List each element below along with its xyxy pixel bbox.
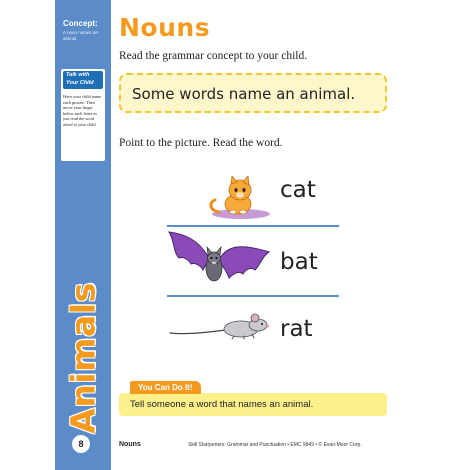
concept-description: A noun names an animal. [63,30,99,41]
talk-with-child-text: Have your child name each picture. Then move your finger below each letter as you read the word aloud to your child. [63,94,102,127]
word-cat: cat [280,177,316,203]
concept-heading: Concept: [63,19,98,28]
page-title: Nouns [119,13,211,42]
you-can-do-it-label: You Can Do It! [130,381,201,394]
word-bat: bat [280,249,318,275]
word-rat: rat [280,316,313,342]
page-number: 8 [78,439,84,449]
you-can-do-it-text: Tell someone a word that names an animal. [130,399,314,410]
footer-credits: Skill Sharpeners: Grammar and Punctuation • EMC 9949 • © Evan-Moor Corp. [188,442,362,448]
talk-badge-line-1: Talk with [66,72,90,78]
footer-section-name: Nouns [119,441,141,448]
concept-sentence: Some words name an animal. [132,85,356,103]
cat-illustration [205,176,270,220]
sidebar-section-title: Animals [63,282,103,434]
instruction-point-read: Point to the picture. Read the word. [119,137,283,149]
divider-line [167,225,339,227]
instruction-read-concept: Read the grammar concept to your child. [119,50,308,62]
rat-illustration [168,313,274,340]
talk-badge-line-2: Your Child [66,80,94,86]
divider-line [167,295,339,297]
bat-illustration [165,230,271,290]
